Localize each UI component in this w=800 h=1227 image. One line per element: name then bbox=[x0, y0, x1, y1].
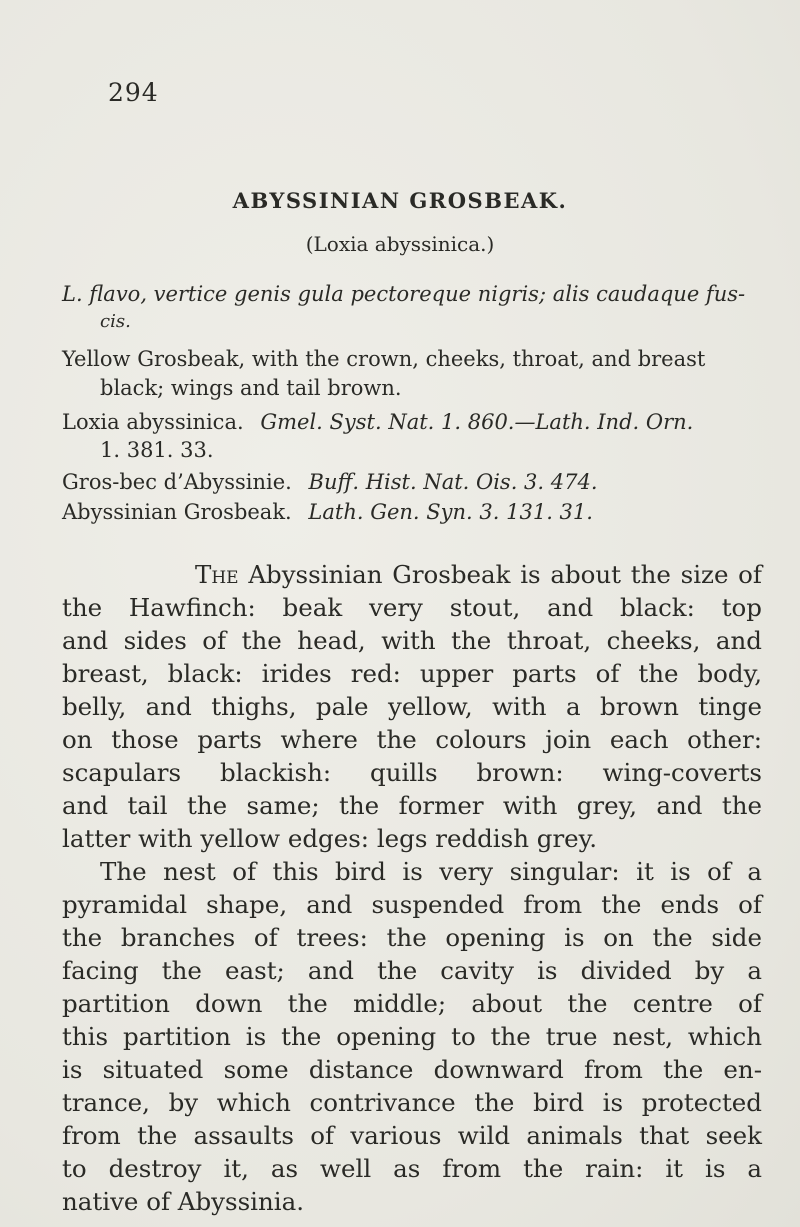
latin-description-line-1: L. flavo, vertice genis gula pectoreque nigris; alis caudaque fus- bbox=[62, 282, 746, 306]
paragraph-2-line-11: native of Abyssinia. bbox=[62, 1187, 305, 1216]
paragraph-1-line-4: breast, black: irides red: upper parts of the body, bbox=[62, 659, 762, 688]
paragraph-1-line-6: on those parts where the colours join each other: bbox=[62, 725, 762, 754]
paragraph-1-line-2: the Hawfinch: beak very stout, and black: top bbox=[62, 593, 762, 622]
reference-2-name: Gros-bec d’Abyssinie. bbox=[62, 470, 292, 494]
paragraph-1-line-1-text: Abyssinian Grosbeak is about the size of bbox=[248, 560, 762, 589]
english-description-line-1: Yellow Grosbeak, with the crown, cheeks, throat, and breast bbox=[62, 347, 706, 371]
paragraph-2-line-1: The nest of this bird is very singular: it is of a bbox=[100, 857, 762, 886]
page-title: ABYSSINIAN GROSBEAK. bbox=[232, 188, 568, 213]
english-description-line-2: black; wings and tail brown. bbox=[100, 376, 402, 400]
paragraph-1-line-8: and tail the same; the former with grey, and the bbox=[62, 791, 762, 820]
paragraph-2-line-4: facing the east; and the cavity is divided by a bbox=[62, 956, 762, 985]
paragraph-2-line-10: to destroy it, as well as from the rain: it is a bbox=[62, 1154, 762, 1183]
paragraph-2-line-6: this partition is the opening to the true nest, which bbox=[62, 1022, 762, 1051]
latin-description-line-2: cis. bbox=[100, 311, 131, 332]
species-subtitle: (Loxia abyssinica.) bbox=[305, 232, 495, 256]
reference-line-1 bbox=[62, 410, 762, 434]
paragraph-1-line-1 bbox=[195, 560, 762, 589]
reference-line-2 bbox=[62, 470, 762, 494]
paragraph-2-line-7: is situated some distance downward from the en- bbox=[62, 1055, 762, 1084]
paragraph-2-line-5: partition down the middle; about the centre of bbox=[62, 989, 762, 1018]
paragraph-1-line-5: belly, and thighs, pale yellow, with a brown tinge bbox=[62, 692, 762, 721]
reference-2-citation: Buff. Hist. Nat. Ois. 3. 474. bbox=[308, 470, 598, 494]
reference-3-citation: Lath. Gen. Syn. 3. 131. 31. bbox=[308, 500, 593, 524]
paragraph-2-line-2: pyramidal shape, and suspended from the ends of bbox=[62, 890, 762, 919]
reference-1-name: Loxia abyssinica. bbox=[62, 410, 244, 434]
paragraph-2-line-9: from the assaults of various wild animals that seek bbox=[62, 1121, 762, 1150]
reference-1-citation: Gmel. Syst. Nat. 1. 860.—Lath. Ind. Orn. bbox=[260, 410, 694, 434]
reference-line-1-cont: 1. 381. 33. bbox=[100, 438, 214, 462]
paragraph-1-line-3: and sides of the head, with the throat, cheeks, and bbox=[62, 626, 762, 655]
paragraph-2-line-8: trance, by which contrivance the bird is protected bbox=[62, 1088, 762, 1117]
paragraph-1-lead-word: The bbox=[195, 560, 239, 589]
paragraph-2-line-3: the branches of trees: the opening is on the side bbox=[62, 923, 762, 952]
reference-3-name: Abyssinian Grosbeak. bbox=[62, 500, 292, 524]
paragraph-1-line-9: latter with yellow edges: legs reddish grey. bbox=[62, 824, 598, 853]
reference-line-3 bbox=[62, 500, 762, 524]
page-number: 294 bbox=[108, 78, 159, 107]
paragraph-1-line-7: scapulars blackish: quills brown: wing-coverts bbox=[62, 758, 762, 787]
